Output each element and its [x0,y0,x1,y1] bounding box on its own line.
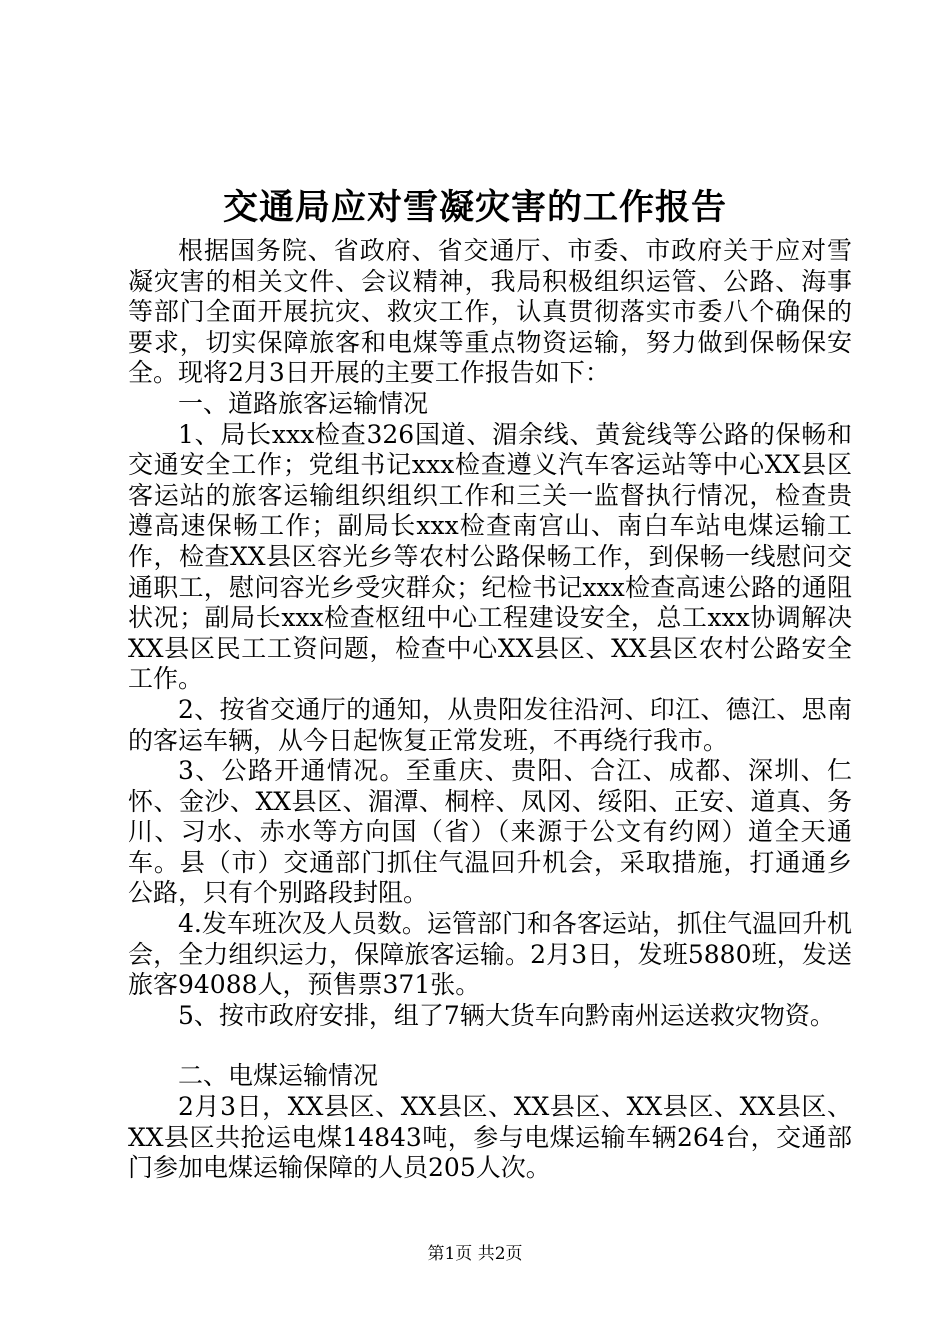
paragraph-item-1: 1、局长xxx检查326国道、湄余线、黄瓮线等公路的保畅和交通安全工作；党组书记xxx检查遵义汽车客运站等中心XX县区客运站的旅客运输组织组织工作和三关一监督执行情况，检查贵遵高速保畅工作；副局长xxx检查南宫山、南白车站电煤运输工作，检查XX县区容光乡等农村公路保畅工作，到保畅一线慰问交通职工，慰问容光乡受灾群众；纪检书记xxx检查高速公路的通阻状况；副局长xxx检查枢纽中心工程建设安全，总工xxx协调解决XX县区民工工资问题，检查中心XX县区、XX县区农村公路安全工作。 [128,419,852,694]
paragraph-item-5: 5、按市政府安排，组了7辆大货车向黔南州运送救灾物资。 [178,1000,835,1030]
paragraph-intro: 根据国务院、省政府、省交通厅、市委、市政府关于应对雪凝灾害的相关文件、会议精神，我局积极组织运管、公路、海事等部门全面开展抗灾、救灾工作，认真贯彻落实市委八个确保的要求，切实保障旅客和电煤等重点物资运输，努力做到保畅保安全。现将2月3日开展的主要工作报告如下： [128,236,852,388]
paragraph-coal-transport: 2月3日，XX县区、XX县区、XX县区、XX县区、XX县区、XX县区共抢运电煤14843吨，参与电煤运输车辆264台，交通部门参加电煤运输保障的人员205人次。 [128,1092,852,1183]
page-footer: 第1页 共2页 [427,1244,523,1264]
paragraph-item-3: 3、公路开通情况。至重庆、贵阳、合江、成都、深圳、仁怀、金沙、XX县区、湄潭、桐梓、凤冈、绥阳、正安、道真、务川、习水、赤水等方向国（省）（来源于公文有约网）道全天通车。县（市）交通部门抓住气温回升机会，采取措施，打通通乡公路，只有个别路段封阻。 [128,756,852,908]
paragraph-item-2: 2、按省交通厅的通知，从贵阳发往沿河、印江、德江、思南的客运车辆，从今日起恢复正常发班，不再绕行我市。 [128,694,852,755]
document-title: 交通局应对雪凝灾害的工作报告 [222,187,727,228]
section-heading-road-transport: 一、道路旅客运输情况 [178,388,429,418]
document-body [128,236,852,1184]
paragraph-item-4: 4.发车班次及人员数。运管部门和各客运站，抓住气温回升机会，全力组织运力，保障旅客运输。2月3日，发班5880班，发送旅客94088人，预售票371张。 [128,909,852,1000]
section-heading-coal-transport: 二、电煤运输情况 [178,1061,379,1091]
